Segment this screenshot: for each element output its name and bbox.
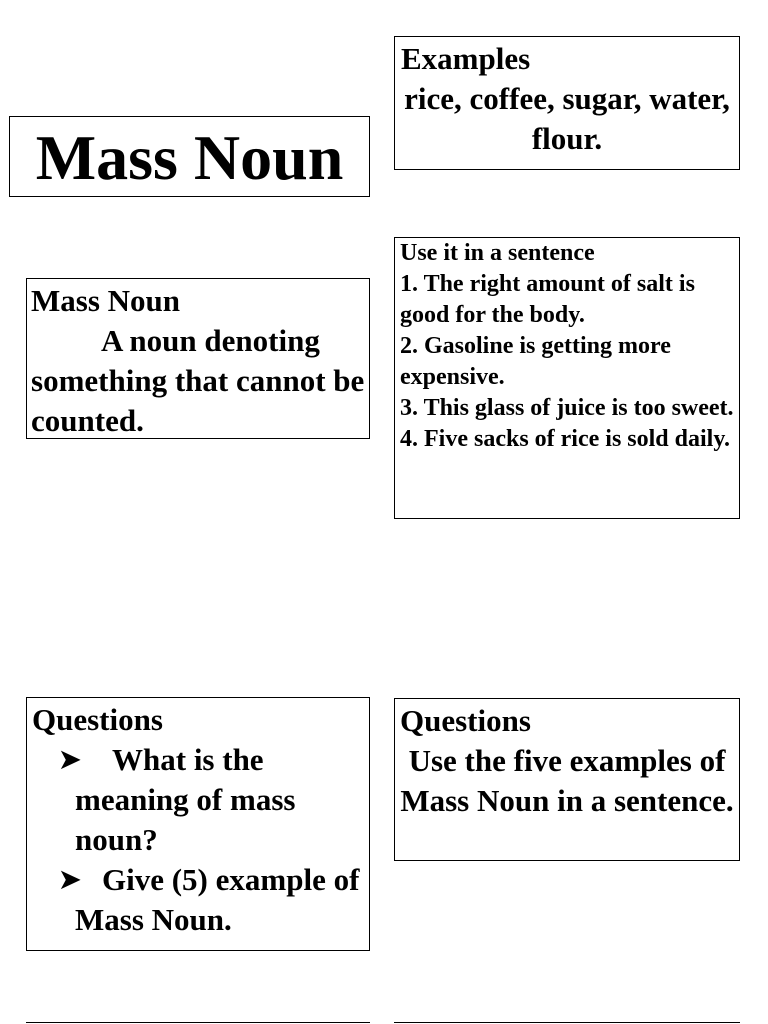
examples-card <box>394 36 740 170</box>
next-card-top-edge <box>26 1022 370 1023</box>
questions-body: Use the five examples of Mass Noun in a sentence. <box>400 743 734 818</box>
title-text: Mass Noun <box>35 121 344 193</box>
questions-card-1 <box>26 697 370 951</box>
title-card <box>9 116 370 197</box>
question-text: What is the meaning of mass noun? <box>75 742 296 857</box>
sentence-item: 1. The right amount of salt is good for the body. <box>400 271 695 328</box>
sentence-item: 3. This glass of juice is too sweet. <box>400 395 734 421</box>
sentence-heading: Use it in a sentence <box>400 240 595 266</box>
questions-list <box>32 740 364 940</box>
sentence-item: 4. Five sacks of rice is sold daily. <box>400 426 730 452</box>
sentence-item: 2. Gasoline is getting more expensive. <box>400 333 671 390</box>
questions-heading: Questions <box>32 702 163 737</box>
arrowhead-bullet-icon: ➤ <box>59 745 81 774</box>
definition-card <box>26 278 370 439</box>
question-item <box>59 860 364 940</box>
sentence-card <box>394 237 740 519</box>
questions-card-2 <box>394 698 740 861</box>
arrowhead-bullet-icon: ➤ <box>59 865 81 894</box>
examples-body: rice, coffee, sugar, water, flour. <box>404 81 730 156</box>
examples-heading: Examples <box>401 41 531 76</box>
question-item <box>59 740 364 860</box>
definition-body: A noun denoting something that cannot be counted. <box>31 323 365 438</box>
questions-heading: Questions <box>400 703 531 738</box>
definition-heading: Mass Noun <box>31 283 181 318</box>
next-card-top-edge <box>394 1022 740 1023</box>
question-text: Give (5) example of Mass Noun. <box>75 862 360 937</box>
